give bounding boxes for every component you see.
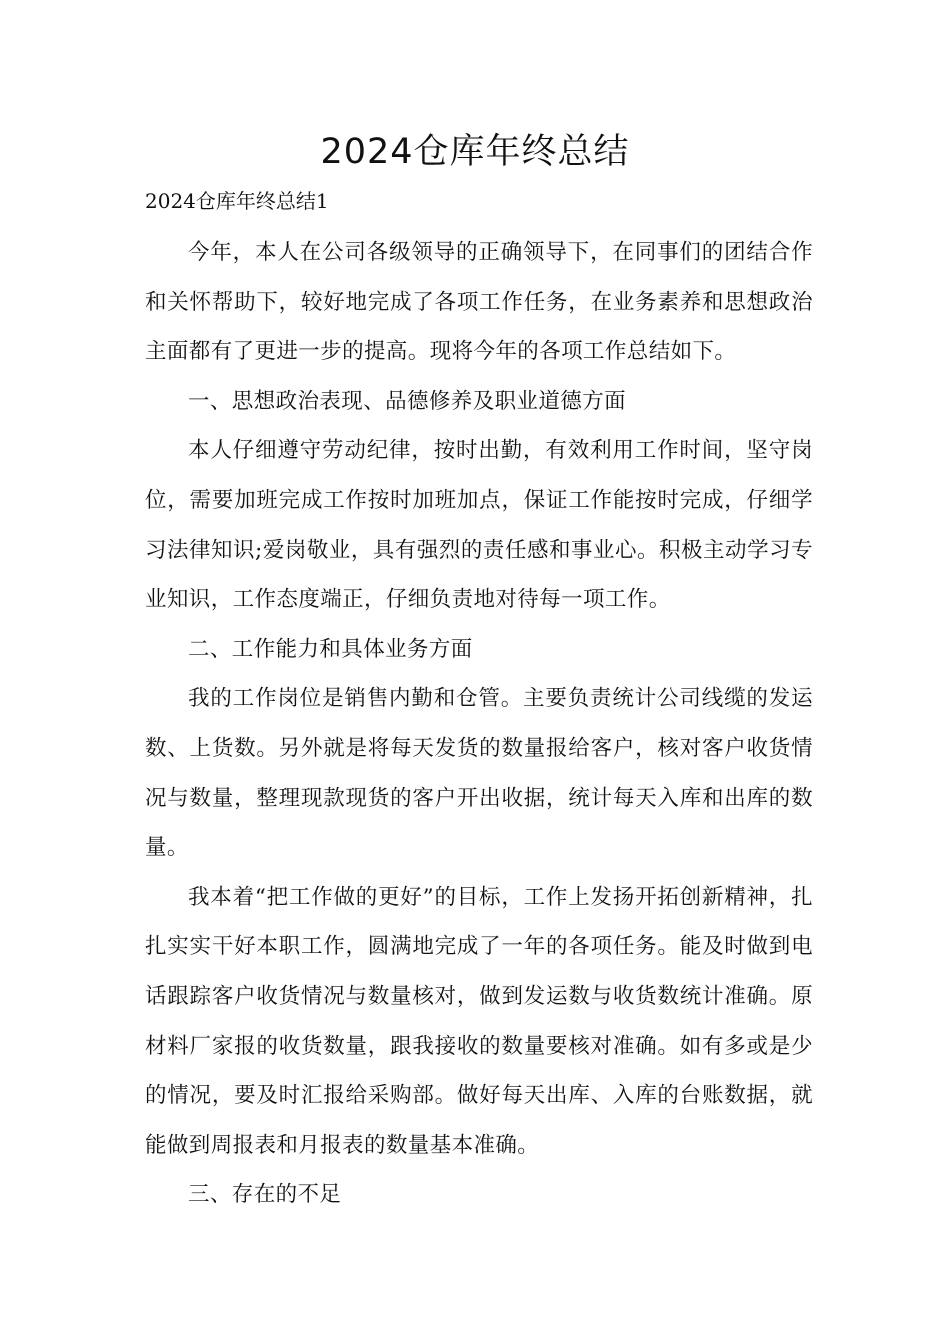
- paragraph-section-2b: 我本着“把工作做的更好”的目标，工作上发扬开拓创新精神，扎扎实实干好本职工作，圆满地完成了一年的各项任务。能及时做到电话跟踪客户收货情况与数量核对，做到发运数与收货数统计准确。原材料厂家报的收货数量，跟我接收的数量要核对准确。如有多或是少的情况，要及时汇报给采购部。做好每天出库、入库的台账数据，就能做到周报表和月报表的数量基本准确。: [145, 884, 813, 1158]
- document-subtitle: 2024仓库年终总结1: [145, 189, 329, 213]
- document-title: 2024仓库年终总结: [320, 132, 630, 172]
- paragraph-section-1: 本人仔细遵守劳动纪律，按时出勤，有效利用工作时间，坚守岗位，需要加班完成工作按时加班加点，保证工作能按时完成，仔细学习法律知识;爱岗敬业，具有强烈的责任感和事业心。积极主动学习专业知识，工作态度端正，仔细负责地对待每一项工作。: [145, 438, 813, 613]
- section-heading-2: 二、工作能力和具体业务方面: [188, 636, 473, 662]
- document-body: [145, 228, 813, 1220]
- paragraph-intro: 今年，本人在公司各级领导的正确领导下，在同事们的团结合作和关怀帮助下，较好地完成了各项工作任务，在业务素养和思想政治主面都有了更进一步的提高。现将今年的各项工作总结如下。: [145, 240, 813, 365]
- section-heading-1: 一、思想政治表现、品德修养及职业道德方面: [188, 388, 627, 414]
- section-heading-3: 三、存在的不足: [188, 1182, 342, 1208]
- paragraph-section-2a: 我的工作岗位是销售内勤和仓管。主要负责统计公司线缆的发运数、上货数。另外就是将每天发货的数量报给客户，核对客户收货情况与数量，整理现款现货的客户开出收据，统计每天入库和出库的数量。: [145, 686, 813, 861]
